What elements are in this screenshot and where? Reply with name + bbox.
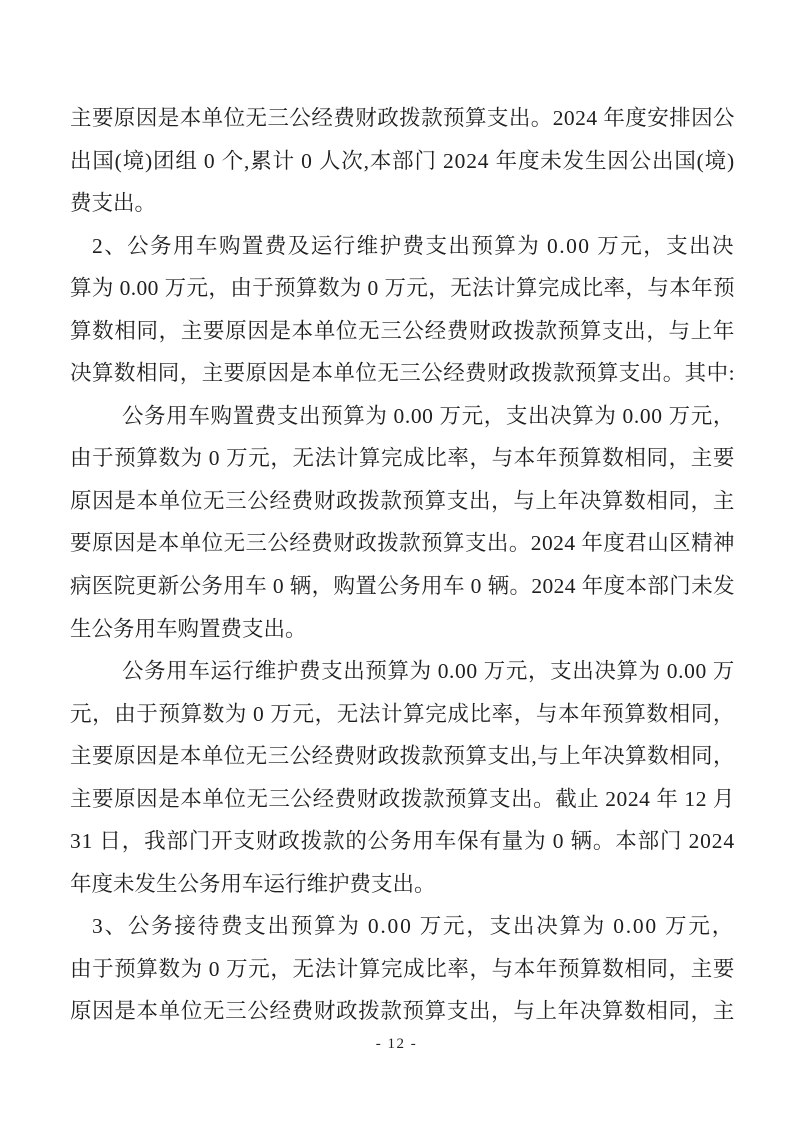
text-line-content: 主要原因是本单位无三公经费财政拨款预算支出。2024 年度安排因公	[70, 106, 735, 130]
text-line	[70, 97, 735, 140]
text-line	[70, 990, 735, 1033]
text-line-content: 年度未发生公务用车运行维护费支出。	[70, 871, 436, 896]
text-line-content: 由于预算数为 0 万元，无法计算完成比率，与本年预算数相同，主要	[70, 446, 735, 471]
text-line	[70, 650, 735, 693]
text-line	[70, 225, 735, 268]
text-line-content: 原因是本单位无三公经费财政拨款预算支出，与上年决算数相同，主	[70, 488, 735, 513]
text-line-content: 原因是本单位无三公经费财政拨款预算支出，与上年决算数相同，主	[70, 999, 735, 1024]
text-line-content: 要原因是本单位无三公经费财政拨款预算支出。2024 年度君山区精神	[70, 531, 735, 556]
text-line-content: 出国(境)团组 0 个,累计 0 人次,本部门 2024 年度未发生因公出国(境)	[70, 148, 735, 173]
text-line-content: 主要原因是本单位无三公经费财政拨款预算支出,与上年决算数相同，	[70, 744, 735, 769]
text-line-content: 主要原因是本单位无三公经费财政拨款预算支出。截止 2024 年 12 月	[70, 786, 735, 811]
text-line	[70, 565, 735, 608]
text-line-content: 2、公务用车购置费及运行维护费支出预算为 0.00 万元，支出决	[92, 233, 735, 258]
text-line-content: 费支出。	[70, 191, 157, 216]
text-line-content: 3、公务接待费支出预算为 0.00 万元，支出决算为 0.00 万元，	[92, 914, 735, 939]
text-line	[70, 863, 735, 906]
text-line	[70, 310, 735, 353]
text-line	[70, 522, 735, 565]
text-line	[70, 352, 735, 395]
text-line	[70, 820, 735, 863]
text-line	[70, 395, 735, 438]
text-line	[70, 778, 735, 821]
text-line	[70, 140, 735, 183]
text-line-content: 公务用车购置费支出预算为 0.00 万元，支出决算为 0.00 万元，	[122, 403, 735, 428]
text-line	[70, 905, 735, 948]
document-body	[70, 97, 735, 1033]
text-line-content: 生公务用车购置费支出。	[70, 616, 307, 641]
text-line	[70, 267, 735, 310]
text-line-content: 元，由于预算数为 0 万元，无法计算完成比率，与本年预算数相同，	[70, 701, 735, 726]
text-line	[70, 608, 735, 651]
text-line	[70, 437, 735, 480]
text-line	[70, 735, 735, 778]
text-line-content: 算为 0.00 万元，由于预算数为 0 万元，无法计算完成比率，与本年预	[70, 276, 735, 301]
text-line-content: 由于预算数为 0 万元，无法计算完成比率，与本年预算数相同，主要	[70, 956, 735, 981]
text-line-content: 病医院更新公务用车 0 辆，购置公务用车 0 辆。2024 年度本部门未发	[70, 574, 735, 599]
text-line-content: 31 日，我部门开支财政拨款的公务用车保有量为 0 辆。本部门 2024	[70, 829, 735, 854]
text-line	[70, 480, 735, 523]
text-line	[70, 693, 735, 736]
text-line	[70, 182, 735, 225]
page-number: - 12 -	[375, 1036, 418, 1052]
text-line	[70, 948, 735, 991]
text-line-content: 决算数相同，主要原因是本单位无三公经费财政拨款预算支出。其中:	[70, 361, 735, 386]
text-line-content: 算数相同，主要原因是本单位无三公经费财政拨款预算支出，与上年	[70, 318, 735, 343]
text-line-content: 公务用车运行维护费支出预算为 0.00 万元，支出决算为 0.00 万	[122, 659, 735, 684]
